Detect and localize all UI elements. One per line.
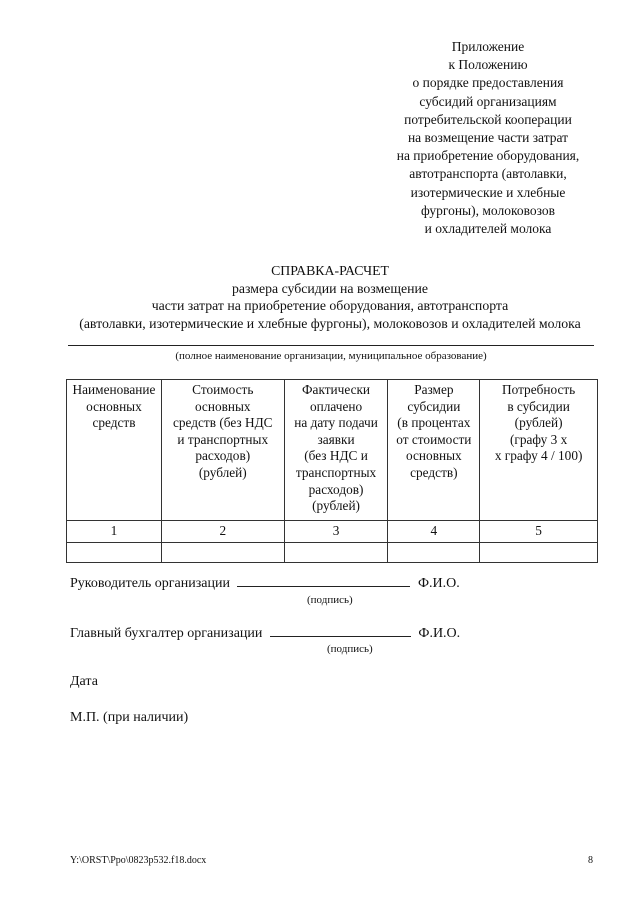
head-fio: Ф.И.О. bbox=[417, 576, 460, 591]
appendix-line: потребительской кооперации bbox=[404, 111, 572, 127]
document-title: СПРАВКА-РАСЧЕТ bbox=[271, 263, 389, 278]
calculation-table bbox=[66, 379, 598, 563]
appendix-line: на возмещение части затрат bbox=[407, 130, 569, 146]
header-cell-cost: Стоимость основных средств (без НДС и транспортных расходов) (рублей) bbox=[161, 380, 284, 521]
heading-line-2: части затрат на приобретение оборудования, автотранспорта bbox=[151, 298, 509, 313]
table-cell[interactable] bbox=[284, 543, 388, 563]
header-cell-paid: Фактически оплачено на дату подачи заявки (без НДС и транспортных расходов) (рублей) bbox=[284, 380, 388, 521]
heading-line-1: размера субсидии на возмещение bbox=[231, 280, 429, 296]
stamp-label: М.П. (при наличии) bbox=[70, 710, 189, 725]
appendix-line: к Положению bbox=[448, 57, 528, 73]
appendix-line: изотермические и хлебные bbox=[410, 184, 566, 200]
appendix-line: о порядке предоставления bbox=[412, 75, 564, 91]
table-cell[interactable] bbox=[388, 543, 480, 563]
column-number: 5 bbox=[480, 521, 598, 543]
table-row bbox=[67, 543, 598, 563]
table-cell[interactable] bbox=[161, 543, 284, 563]
organization-caption: (полное наименование организации, муниципальное образование) bbox=[175, 350, 487, 362]
appendix-line: субсидий организациям bbox=[419, 93, 557, 109]
head-signature-line bbox=[70, 574, 460, 592]
heading-line-3: (автолавки, изотермические и хлебные фургоны), молоковозов и охладителей молока bbox=[79, 315, 581, 331]
date-label: Дата bbox=[70, 674, 98, 689]
accountant-signature-field[interactable] bbox=[270, 624, 411, 637]
column-number: 2 bbox=[161, 521, 284, 543]
table-cell[interactable] bbox=[480, 543, 598, 563]
footer-file-path: Y:\ORST\Ppo\0823p532.f18.docx bbox=[70, 855, 207, 866]
appendix-line: фургоны), молоковозов bbox=[420, 202, 556, 218]
header-cell-subsidy-need: Потребность в субсидии (рублей) (графу 3 х х графу 4 / 100) bbox=[480, 380, 598, 521]
accountant-signature-line bbox=[70, 624, 460, 642]
header-cell-name: Наименование основных средств bbox=[67, 380, 162, 521]
column-number-row bbox=[67, 521, 598, 543]
accountant-label: Главный бухгалтер организации bbox=[70, 626, 263, 641]
table-header-row bbox=[67, 380, 598, 521]
head-signature-caption: (подпись) bbox=[307, 594, 353, 606]
header-cell-subsidy-percent: Размер субсидии (в процентах от стоимости основных средств) bbox=[388, 380, 480, 521]
table-cell[interactable] bbox=[67, 543, 162, 563]
head-signature-field[interactable] bbox=[237, 574, 410, 587]
head-label: Руководитель организации bbox=[70, 576, 230, 591]
column-number: 4 bbox=[388, 521, 480, 543]
column-number: 1 bbox=[67, 521, 162, 543]
page-number: 8 bbox=[588, 855, 593, 866]
appendix-block bbox=[370, 38, 606, 238]
document-heading bbox=[60, 262, 600, 332]
accountant-signature-caption: (подпись) bbox=[327, 643, 373, 655]
appendix-line: автотранспорта (автолавки, bbox=[409, 166, 567, 182]
appendix-line: на приобретение оборудования, bbox=[396, 148, 580, 164]
column-number: 3 bbox=[284, 521, 388, 543]
accountant-fio: Ф.И.О. bbox=[418, 626, 461, 641]
appendix-line: и охладителей молока bbox=[424, 221, 552, 237]
appendix-line: Приложение bbox=[451, 39, 525, 54]
organization-name-line bbox=[68, 345, 594, 346]
